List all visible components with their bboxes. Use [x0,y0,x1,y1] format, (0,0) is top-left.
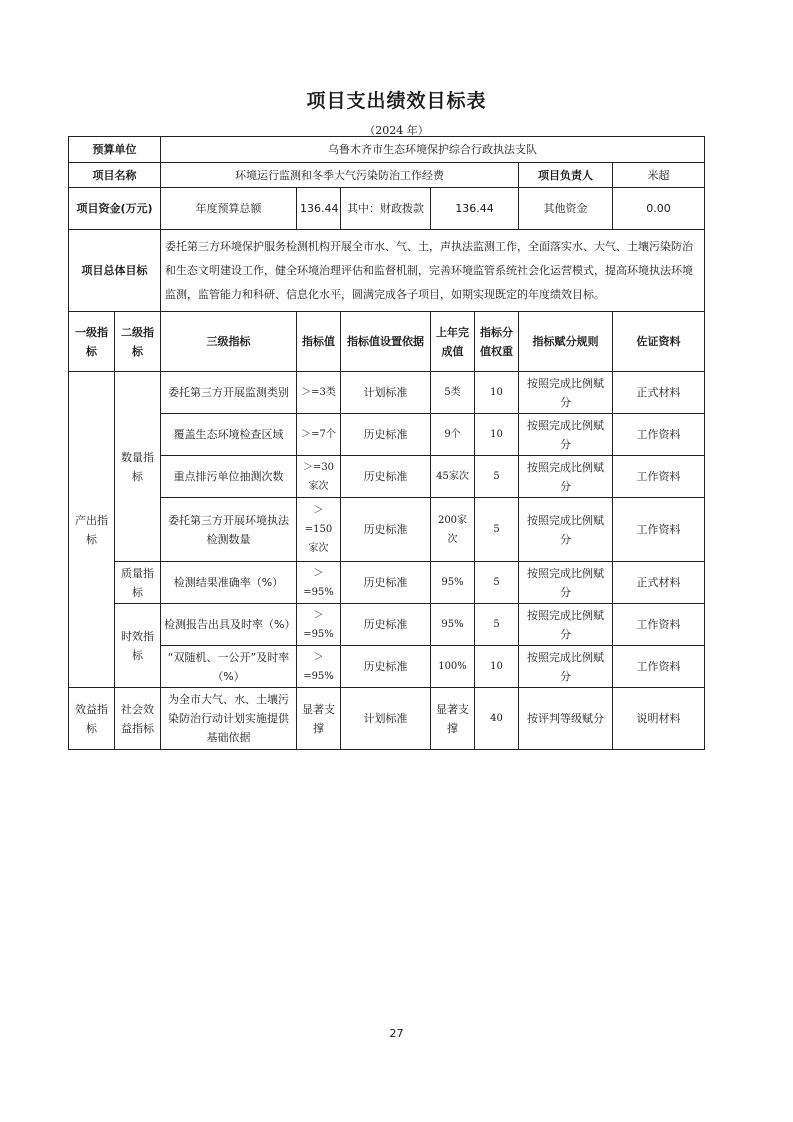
table-row [69,688,705,750]
goal-label: 项目总体目标 [69,230,161,312]
table-row [69,646,705,688]
cell-weight: 40 [475,688,519,750]
cell-evidence: 工作资料 [613,498,705,562]
cell-level3: “双随机、一公开”及时率（%） [161,646,297,688]
cell-evidence: 工作资料 [613,646,705,688]
group-quality: 质量指标 [115,562,161,604]
table-row [69,372,705,414]
performance-table [68,136,705,750]
cell-rule: 按照完成比例赋分 [519,372,613,414]
goal-row [69,230,705,312]
cell-basis: 计划标准 [341,688,431,750]
col-level2: 二级指标 [115,312,161,372]
table-row [69,498,705,562]
col-last-year: 上年完成值 [431,312,475,372]
goal-value: 委托第三方环境保护服务检测机构开展全市水、气、土，声执法监测工作，全面落实水、大气、土壤污染防治和生态文明建设工作，健全环境治理评估和监督机制，完善环境监管系统社会化运营模式，提高环境执法环境监测，监管能力和科研、信息化水平，圆满完成各子项目，如期实现既定的年度绩效目标。 [161,230,705,312]
budget-unit-value: 乌鲁木齐市生态环境保护综合行政执法支队 [161,137,705,163]
cell-level3: 检测报告出具及时率（%） [161,604,297,646]
col-value: 指标值 [297,312,341,372]
cell-weight: 10 [475,372,519,414]
cell-last-year: 45家次 [431,456,475,498]
cell-basis: 计划标准 [341,372,431,414]
cell-evidence: 工作资料 [613,456,705,498]
cell-evidence: 正式材料 [613,372,705,414]
cell-last-year: 95% [431,604,475,646]
table-row [69,414,705,456]
cell-last-year: 100% [431,646,475,688]
group-social: 社会效益指标 [115,688,161,750]
cell-weight: 5 [475,604,519,646]
cell-basis: 历史标准 [341,498,431,562]
project-name-label: 项目名称 [69,163,161,188]
cell-rule: 按评判等级赋分 [519,688,613,750]
table-row [69,456,705,498]
cell-last-year: 95% [431,562,475,604]
other-funds-value: 0.00 [613,188,705,230]
col-level3: 三级指标 [161,312,297,372]
cell-weight: 10 [475,646,519,688]
col-basis: 指标值设置依据 [341,312,431,372]
cell-basis: 历史标准 [341,562,431,604]
cell-last-year: 9个 [431,414,475,456]
page-number: 27 [389,1027,404,1040]
funds-row [69,188,705,230]
cell-basis: 历史标准 [341,646,431,688]
fiscal-value: 136.44 [431,188,519,230]
fiscal-label: 其中：财政拨款 [341,188,431,230]
cell-value: ＞=3类 [297,372,341,414]
cell-value: ＞=95% [297,646,341,688]
cell-evidence: 正式材料 [613,562,705,604]
group-benefit: 效益指标 [69,688,115,750]
group-timeliness: 时效指标 [115,604,161,688]
col-rule: 指标赋分规则 [519,312,613,372]
project-manager-label: 项目负责人 [519,163,613,188]
cell-weight: 10 [475,414,519,456]
budget-unit-label: 预算单位 [69,137,161,163]
other-funds-label: 其他资金 [519,188,613,230]
col-weight: 指标分值权重 [475,312,519,372]
group-output: 产出指标 [69,372,115,688]
cell-level3: 覆盖生态环境检查区域 [161,414,297,456]
year-label: （2024 年） [364,124,429,137]
cell-level3: 委托第三方开展环境执法检测数量 [161,498,297,562]
annual-budget-value: 136.44 [297,188,341,230]
cell-basis: 历史标准 [341,414,431,456]
funds-label: 项目资金(万元) [69,188,161,230]
cell-rule: 按照完成比例赋分 [519,498,613,562]
cell-evidence: 说明材料 [613,688,705,750]
cell-weight: 5 [475,562,519,604]
cell-level3: 委托第三方开展监测类别 [161,372,297,414]
cell-last-year: 5类 [431,372,475,414]
cell-level3: 检测结果准确率（%） [161,562,297,604]
cell-last-year: 200家次 [431,498,475,562]
cell-last-year: 显著支撑 [431,688,475,750]
cell-rule: 按照完成比例赋分 [519,414,613,456]
cell-weight: 5 [475,498,519,562]
table-row [69,562,705,604]
project-manager-value: 米超 [613,163,705,188]
cell-rule: 按照完成比例赋分 [519,604,613,646]
cell-weight: 5 [475,456,519,498]
cell-value: ＞=30家次 [297,456,341,498]
annual-budget-label: 年度预算总额 [161,188,297,230]
project-name-value: 环境运行监测和冬季大气污染防治工作经费 [161,163,519,188]
cell-evidence: 工作资料 [613,414,705,456]
cell-value: ＞=150家次 [297,498,341,562]
cell-basis: 历史标准 [341,604,431,646]
column-header-row [69,312,705,372]
col-level1: 一级指标 [69,312,115,372]
cell-level3: 重点排污单位抽测次数 [161,456,297,498]
page-title: 项目支出绩效目标表 [306,90,487,112]
cell-value: ＞=95% [297,562,341,604]
cell-rule: 按照完成比例赋分 [519,562,613,604]
budget-unit-row [69,137,705,163]
cell-value: ＞=95% [297,604,341,646]
cell-basis: 历史标准 [341,456,431,498]
project-name-row [69,163,705,188]
cell-rule: 按照完成比例赋分 [519,456,613,498]
cell-value: ＞=7个 [297,414,341,456]
cell-evidence: 工作资料 [613,604,705,646]
cell-value: 显著支撑 [297,688,341,750]
cell-level3: 为全市大气、水、土壤污染防治行动计划实施提供基础依据 [161,688,297,750]
cell-rule: 按照完成比例赋分 [519,646,613,688]
group-quantity: 数量指标 [115,372,161,562]
table-row [69,604,705,646]
col-evidence: 佐证资料 [613,312,705,372]
